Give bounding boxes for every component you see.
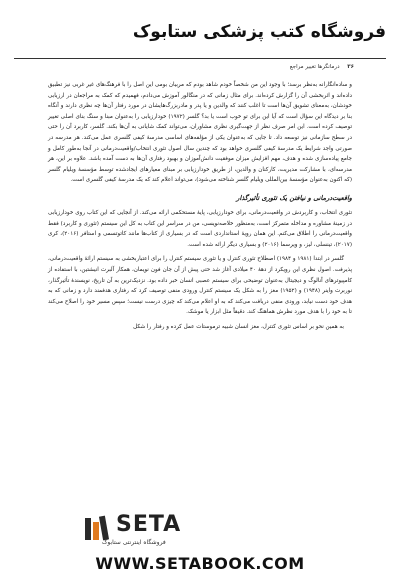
header-divider [14,58,386,59]
logo-tagline: فروشگاه اینترنتی ستابوک [102,539,166,546]
website-url: WWW.SETABOOK.COM [95,554,305,573]
body-paragraph: به همین نحو بر اساس تئوری کنترل، مغز انسان شبیه ترموستات عمل کرده و رفتار را شکل [133,323,344,330]
page-number: ۳۶ [347,64,354,70]
setabook-logo [82,512,202,552]
body-paragraph: گلسر در ابتدا (۱۹۸۱ و ۱۹۸۴) اصطلاح تئوری کنترل و یا تئوری سیستم کنترل را برای اعتباربخشی به سیستم ارائهٔ واقعیت‌درمانی، پذیرفت. اصول نظری این رویکرد از دههٔ ۴۰ میلادی آغاز شد حتی پیش از آن جان فون نویمان، همکار آلبرت انیشتین، با استفاده از کامپیوترهای آنالوگ و دیجیتال به‌عنوان توضیحی برای سیستم عصبی انسان خبر داده بود. نزدیک‌ترین به آن تاریخ، نویسندهٔ تأثیرگذار، نوربرت واینر (۱۹۴۸) و (۱۹۵۲) مغز را به شکل یک سیستم کنترل ورودی منفی توصیف کرد که رفتاری هدفمند دارد و زمانی که به هدف خود دست نیابد، ورودی منفی دریافت می‌کند که به او اعلام می‌کند که چیزی درست نیست؛ سپس مسیر خود را اصلاح می‌کند تا به خود را با هدف مورد نظرش هماهنگ کند. دقیقاً مثل ابزار یا موشک. [48,256,353,316]
running-head-text: درمانگرها تغییر مراجع [289,64,340,70]
running-head [34,64,354,70]
page-title: فروشگاه کتب پزشکی ستابوک [132,22,386,42]
body-paragraph: و ساده‌انگارانه به‌نظر برسد؛ با وجود این من شخصاً خودم شاهد بودم که مربیان بومی این اصل را با فرهنگ‌های غیر غربی نیز تطبیق داده‌اند و اثربخشی آن را گزارش کرده‌اند. برای مثال زمانی که در منگالور آموزش می‌دادم، فهمیدم که کمک به مراجعان در ارزیابی خودشان، به‌معنای تشویق آن‌ها است تا اغلب کنند که والدین و یا پدر و مادربزرگ‌هایشان در مورد رفتار آن‌ها چه نظری دارند و آنگاه بنا بر دیدگاه این سؤال است که آیا این برای تو خوب است یا بد؟ گلسر (۱۹۷۲) خودارزیابی را به‌عنوان مبنا و سنگ بنای اصلی تغییر توصیف کرده است. این امر صرف نظر از جهت‌گیری نظری مشاوران، می‌تواند کمک شایانی به آن‌ها بکند. گلسر، کاربرد آن را حتی در سطح سازمانی نیز توسعه داد. تا جایی که به‌عنوان یکی از مؤلفه‌های اساسی مدرسهٔ کیفی گلسری عمل می‌کند. هر مدرسه در صورتی واجد شرایط یک مدرسهٔ کیفی گلسری خواهد بود که چندین سال اصول تئوری انتخاب/واقعیت‌درمانی در آنجا به‌طور کامل و جامع پیاده‌سازی شده و هدف، مهم افزایش میزان موفقیت دانش‌آموزان و بهبود رفتاری آن‌ها به دست آمده باشد. علاوه بر این، هر مدرسه‌ای، با مشارکت مدیریت، کارکنان و والدین، از طریق خودارزیابی بر مبنای معیارهای ایجادشده توسط مؤسسهٔ ویلیام گلسر (که اکنون به‌عنوان مؤسسهٔ بین‌المللی ویلیام گلسر شناخته می‌شود)، می‌تواند اعلام کند که یک مدرسهٔ کیفی گلسری است. [48,82,352,184]
logo-wordmark: SETA [116,512,182,537]
watermark-footer [0,512,400,576]
page-body [48,80,352,336]
page-header [0,0,400,58]
section-heading: واقعیت‌درمانی و نیافتن یک تئوری تأثیرگذار [236,193,352,202]
body-paragraph: تئوری انتخاب، و کاربردش در واقعیت‌درمانی، برای خودارزیابی، پایهٔ مستحکمی ارائه می‌کند. از آنجایی که این کتاب روی خودارزیابی در زمینهٔ مشاوره و مداخله متمرکز است، به‌منظور خلاصه‌نویسی، من در سراسر این کتاب به کل این سیستم (تئوری و کاربرد) فقط واقعیت‌درمانی را اطلاق می‌کنم. این همان رویهٔ استانداردی است که در بسیاری از کتاب‌ها مانند کاتوتسمی و استافر (۲۰۱۶)، کری (۲۰۱۷)، تینسلی، لیز، و ویرسما (۲۰۱۶) و بسیاری دیگر ارائه شده است. [48,209,352,248]
